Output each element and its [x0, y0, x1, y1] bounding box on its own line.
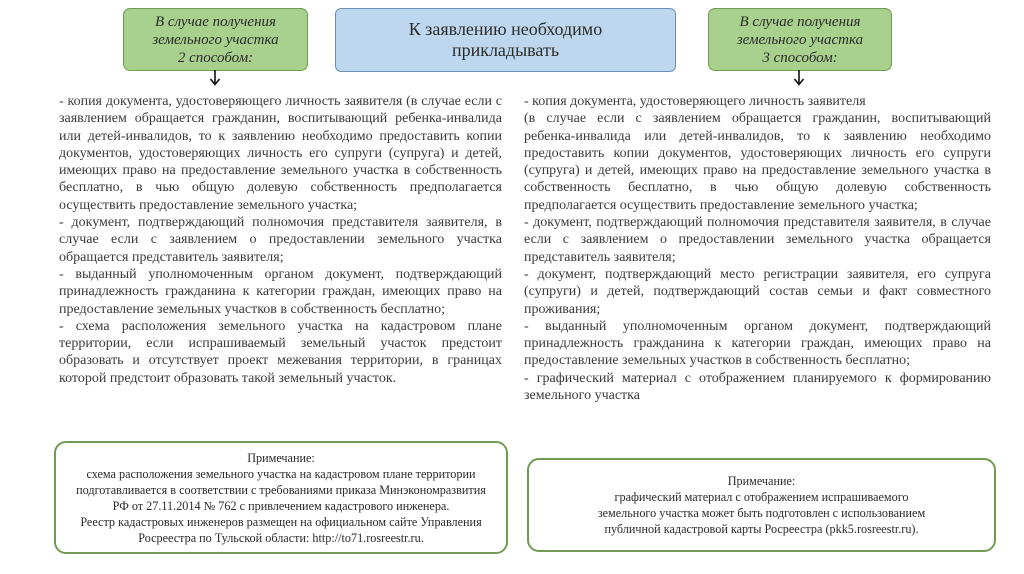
- header-attach-line: К заявлению необходимо: [408, 19, 603, 39]
- note-left: [54, 441, 508, 554]
- header-method-2-line: земельного участка: [152, 31, 279, 48]
- note-line: публичной кадастровой карты Росреестра (pkk5.rosreestr.ru).: [604, 522, 919, 536]
- note-line: Росреестра по Тульской области: http://to71.rosreestr.ru.: [138, 530, 424, 545]
- header-method-3-line: земельного участка: [736, 31, 864, 48]
- arrow-down-icon: [793, 70, 805, 86]
- header-method-2-line: В случае получения: [155, 13, 276, 30]
- note-line: Реестр кадастровых инженеров размещен на официальном сайте Управления: [80, 514, 482, 529]
- note-title: Примечание:: [247, 450, 315, 465]
- list-item: (в случае если с заявлением обращается гражданин, воспитывающий ребенка-инвалида или детей-инвалидов, то к заявлению необходимо предоставить копии документов, удостоверяющих личность его супруги (супруга) и детей, имеющих право на предоставление земельного участка в собственность бесплатно, в чью общую долевую собственность предполагается осуществить предоставление земельного участка;: [524, 111, 991, 213]
- note-line: подготавливается в соответствии с требованиями приказа Минэкономразвития: [76, 482, 486, 497]
- note-line: схема расположения земельного участка на кадастровом плане территории: [86, 466, 476, 481]
- list-item: - выданный уполномоченным органом документ, подтверждающий принадлежность гражданина к категории граждан, имеющих право на предоставление земельных участков в собственность бесплатно;: [524, 318, 991, 369]
- note-line: графический материал с отображением испрашиваемого: [614, 490, 909, 504]
- header-method-3-line: В случае получения: [739, 13, 861, 30]
- list-item: - графический материал с отображением планируемого к формированию земельного участка: [524, 370, 991, 404]
- header-method-3: [708, 8, 892, 71]
- list-item: - схема расположения земельного участка на кадастровом плане территории, если испрашиваемый земельный участок предстоит образовать и отсутствует проект межевания территории, в границах которой предстоит образовать такой земельный участок.: [59, 318, 502, 386]
- method-3-documents-list: [524, 93, 991, 404]
- list-item: - копия документа, удостоверяющего личность заявителя: [524, 94, 866, 109]
- header-method-3-line: 3 способом:: [762, 49, 838, 66]
- note-line: РФ от 27.11.2014 № 762 с привлечением кадастрового инженера.: [112, 498, 450, 513]
- list-item: - копия документа, удостоверяющего личность заявителя (в случае если с заявлением обращается гражданин, воспитывающий ребенка-инвалида или детей-инвалидов, то к заявлению необходимо предоставить копии документов, удостоверяющих личность его супруги (супруга) и детей, имеющих право на предоставление земельного участка в собственность бесплатно, в чью общую долевую собственность предполагается осуществить предоставление земельного участка;: [59, 94, 502, 213]
- header-method-2-line: 2 способом:: [177, 49, 254, 66]
- note-title: Примечание:: [727, 474, 796, 488]
- header-attach-required: [335, 8, 676, 72]
- header-attach-line: прикладывать: [451, 40, 560, 60]
- list-item: - документ, подтверждающий полномочия представителя заявителя, в случае если с заявлением о предоставлении земельного участка обращается представитель заявителя;: [59, 215, 502, 265]
- list-item: - выданный уполномоченным органом документ, подтверждающий принадлежность гражданина к категории граждан, имеющих право на предоставление земельных участков в собственность бесплатно;: [59, 266, 502, 317]
- arrow-down-icon: [209, 70, 221, 86]
- list-item: - документ, подтверждающий полномочия представителя заявителя, в случае если с заявлением о предоставлении земельного участка обращается представитель заявителя;: [524, 215, 991, 265]
- note-line: земельного участка может быть подготовлен с использованием: [597, 506, 926, 520]
- list-item: - документ, подтверждающий место регистрации заявителя, его супруга (супруги) и детей, подтверждающий состав семьи и факт совместного проживания;: [524, 266, 991, 317]
- method-2-documents-list: [59, 93, 502, 387]
- header-method-2: [123, 8, 308, 71]
- note-right: [527, 458, 996, 552]
